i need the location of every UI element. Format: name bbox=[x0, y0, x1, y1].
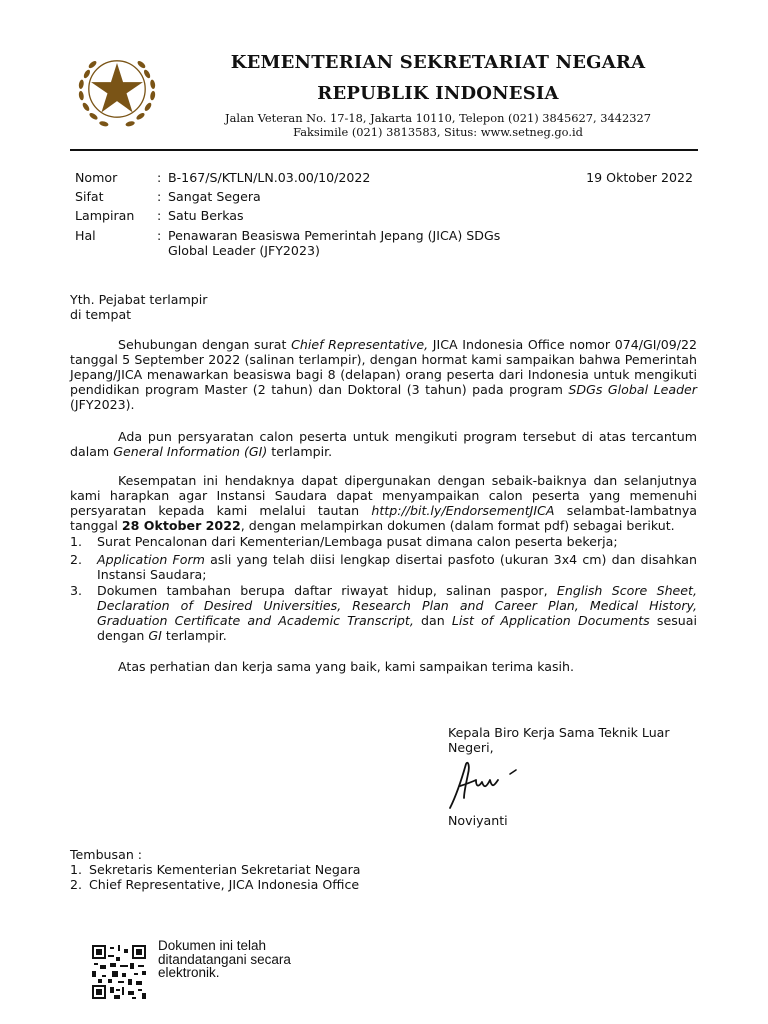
paragraph-requirements: Ada pun persyaratan calon peserta untuk mengikuti program tersebut di atas tercantum dalam General Information (GI) terlampir. bbox=[70, 429, 697, 459]
colon: : bbox=[157, 228, 162, 243]
tembusan-item: 1. Sekretaris Kementerian Sekretariat Negara bbox=[70, 862, 361, 877]
addressee-location: di tempat bbox=[70, 307, 132, 322]
colon: : bbox=[157, 208, 162, 223]
handwritten-signature-icon bbox=[446, 758, 526, 812]
tembusan-item: 2. Chief Representative, JICA Indonesia Office bbox=[70, 877, 360, 892]
list-item: 2. Application Form asli yang telah diisi lengkap disertai pasfoto (ukuran 3x4 cm) dan disahkan Instansi Saudara; bbox=[70, 552, 697, 582]
fax-website-line: Faksimile (021) 3813583, Situs: www.setneg.go.id bbox=[293, 125, 583, 139]
signatory-position: Kepala Biro Kerja Sama Teknik Luar Negeri, bbox=[448, 725, 670, 755]
letter-date: 19 Oktober 2022 bbox=[586, 170, 693, 185]
hal-label: Hal bbox=[75, 228, 96, 243]
hal-value: Penawaran Beasiswa Pemerintah Jepang (JICA) SDGs Global Leader (JFY2023) bbox=[168, 228, 501, 258]
lampiran-label: Lampiran bbox=[75, 208, 135, 223]
lampiran-value: Satu Berkas bbox=[168, 208, 244, 223]
garuda-emblem-icon bbox=[70, 42, 164, 136]
endorsement-link[interactable]: http://bit.ly/EndorsementJICA bbox=[371, 503, 555, 518]
sifat-label: Sifat bbox=[75, 189, 104, 204]
nomor-value: B-167/S/KTLN/LN.03.00/10/2022 bbox=[168, 170, 371, 185]
colon: : bbox=[157, 189, 162, 204]
tembusan-title: Tembusan : bbox=[70, 847, 143, 862]
electronic-signature-note: Dokumen ini telah ditandatangani secara elektronik. bbox=[158, 938, 291, 980]
list-item: 1. Surat Pencalonan dari Kementerian/Lembaga pusat dimana calon peserta bekerja; bbox=[70, 534, 618, 549]
signatory-name: Noviyanti bbox=[448, 813, 508, 828]
header-divider bbox=[70, 149, 698, 151]
address-line: Jalan Veteran No. 17-18, Jakarta 10110, Telepon (021) 3845627, 3442327 bbox=[225, 111, 651, 125]
qr-code-icon bbox=[92, 945, 146, 999]
colon: : bbox=[157, 170, 162, 185]
republic-title: REPUBLIK INDONESIA bbox=[317, 83, 559, 104]
addressee-line: Yth. Pejabat terlampir bbox=[70, 292, 208, 307]
closing-sentence: Atas perhatian dan kerja sama yang baik, kami sampaikan terima kasih. bbox=[118, 659, 575, 674]
list-item: 3. Dokumen tambahan berupa daftar riwayat hidup, salinan paspor, English Score Sheet, Declaration of Desired Universities, Research Plan and Career Plan, Medical History, Graduation Certificate and Academic Transcript, dan List of Application Documents sesuai dengan GI terlampir. bbox=[70, 583, 697, 643]
paragraph-intro: Sehubungan dengan surat Chief Representative, JICA Indonesia Office nomor 074/GI/09/22 tanggal 5 September 2022 (salinan terlampir), dengan hormat kami sampaikan bahwa Pemerintah Jepang/JICA menawarkan beasiswa bagi 8 (delapan) orang peserta dari Indonesia untuk mengikuti pendidikan program Master (2 tahun) dan Doktoral (3 tahun) pada program SDGs Global Leader (JFY2023). bbox=[70, 337, 697, 412]
nomor-label: Nomor bbox=[75, 170, 118, 185]
sifat-value: Sangat Segera bbox=[168, 189, 261, 204]
ministry-title: KEMENTERIAN SEKRETARIAT NEGARA bbox=[230, 52, 646, 73]
paragraph-submission: Kesempatan ini hendaknya dapat dipergunakan dengan sebaik-baiknya dan selanjutnya kami harapkan agar Instansi Saudara dapat menyampaikan calon peserta yang memenuhi persyaratan kepada kami melalui tautan http://bit.ly/EndorsementJICA selambat-lambatnya tanggal 28 Oktober 2022, dengan melampirkan dokumen (dalam format pdf) sebagai berikut. bbox=[70, 473, 697, 533]
